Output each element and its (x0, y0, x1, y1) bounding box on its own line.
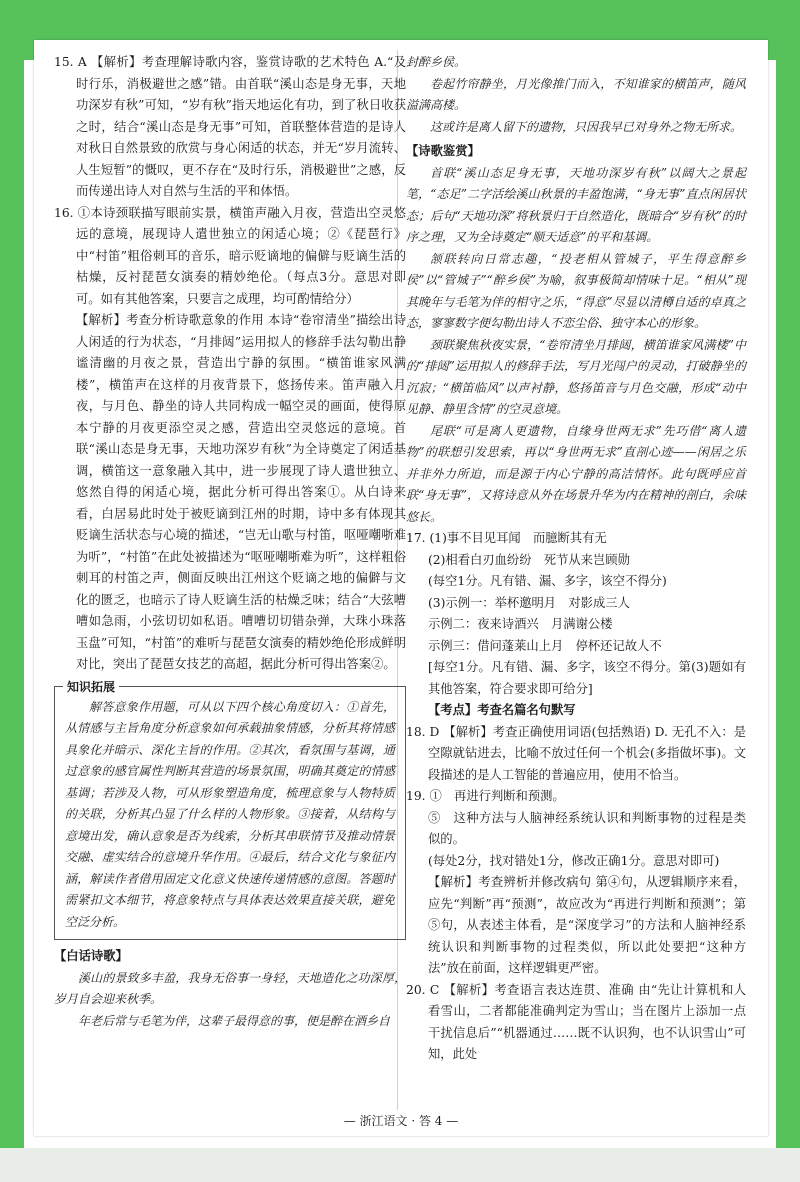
knowledge-extension-box (54, 679, 406, 941)
q18-answer: 18. D 【解析】考查正确使用词语(包括熟语) D. 无孔不入：是空隙就钻进去，比喻不放过任何一个机会(多指做坏事)。文段描述的是人工智能的普遍应用，使用不恰当。 (406, 724, 746, 782)
left-column (54, 52, 406, 1032)
q17-line-7: [每空1分。凡有错、漏、多字，该空不得分。第(3)题如有其他答案，符合要求即可给分] (428, 660, 746, 696)
q20-answer: 20. C 【解析】考查语言表达连贯、准确 由“先让计算机和人看雪山，二者都能准确判定为雪山；当在图片上添加一点干扰信息后”“机器通过……既不认识狗，也不认识雪山”可知，此处 (406, 982, 746, 1061)
q17-line-1: 17. (1)事不目见耳闻 而臆断其有无 (406, 531, 607, 545)
vernacular-poem-title: 【白话诗歌】 (54, 949, 128, 963)
q17-kaodian: 【考点】考查名篇名句默写 (428, 703, 576, 717)
q15-answer: 15. A 【解析】考查理解诗歌内容，鉴赏诗歌的艺术特色 A.“及时行乐，消极避世之感”错。由首联“溪山态是身无事，天地功深岁有秋”可知，“岁有秋”指天地运化有功，到了秋日收获之时，结合“溪山态是身无事”可知，首联整体营造的是诗人对秋日自然景致的欣赏与身心闲适的状态，并无“岁月流转、人生短暂”的慨叹，更不存在“及时行乐，消极避世”之感，反而传递出诗人对自然与生活的平和体悟。 (54, 55, 406, 198)
vernacular-para-3: 卷起竹帘静坐，月光像推门而入，不知谁家的横笛声，随风溢满高楼。 (406, 76, 746, 112)
q17-line-4: (3)示例一：举杯邀明月 对影成三人 (428, 595, 630, 610)
q17-line-3: (每空1分。凡有错、漏、多字，该空不得分) (428, 574, 667, 588)
right-green-border (776, 0, 800, 1182)
vernacular-para-2: 年老后常与毛笔为伴，这辈子最得意的事，便是醉在酒乡自 (78, 1013, 391, 1028)
knowledge-extension-title: 知识拓展 (63, 677, 119, 699)
appreciation-para-4: 尾联“可是离人更遗物，自缘身世两无求”先巧借“离人遗物”的联想引发思索，再以“身世两无求”直剖心迹——闲居之乐并非外力所迫，而是源于内心宁静的高洁情怀。此句既呼应首联“身无事”，又将诗意从外在场景升华为内在精神的剖白，余味悠长。 (406, 423, 746, 524)
q16-analysis: 【解析】考查分析诗歌意象的作用 本诗“卷帘清坐”描绘出诗人闲适的行为状态，“月排闼”运用拟人的修辞手法勾勒出静谧清幽的月夜之景，营造出宁静的氛围。“横笛谁家风满楼”，横笛声在这样的月夜背景下，悠扬传来。笛声融入月夜，与月色、静坐的诗人共同构成一幅空灵的画面，使得原本宁静的月夜更添空灵之感，营造出空灵悠远的意境。首联“溪山态是身无事，天地功深岁有秋”为全诗奠定了闲适基调，横笛这一意象融入其中，进一步展现了诗人遣世独立、悠然自得的闲适心境，据此分析可得出答案①。从白诗来看，白居易此时处于被贬谪到江州的时期，诗中多有体现其贬谪生活状态与心境的描述，“岂无山歌与村笛，呕哑嘲哳难为听”，“村笛”在此处被描述为“呕哑嘲哳难为听”，这样粗俗刺耳的村笛之声，侧面反映出江州这个贬谪之地的偏僻与文化的匮乏，也暗示了诗人贬谪生活的枯燥乏味；结合“大弦嘈嘈如急雨，小弦切切如私语。嘈嘈切切错杂弹，大珠小珠落玉盘”可知，“村笛”的难听与琵琶女演奏的精妙绝伦形成鲜明对比，突出了琵琶女技艺的高超，据此分析可得出答案②。 (76, 313, 406, 671)
left-green-border (0, 0, 24, 1182)
q17-line-6: 示例三：借问蓬莱山上月 停杯还记故人不 (428, 638, 662, 653)
page-footer: — 浙江语文 · 答 4 — (343, 1114, 459, 1128)
q19-analysis: 【解析】考查辨析并修改病句 第④句，从逻辑顺序来看，应先“判断”再“预测”，故应改为“再进行判断和预测”；第⑤句，从表述主体看，是“深度学习”的方法和人脑神经系统认识和判断事物的过程类似，所以此处要把“这种方法”放在前面，这样逻辑更严密。 (428, 875, 746, 975)
poem-appreciation-title: 【诗歌鉴赏】 (406, 144, 480, 158)
q17-line-5: 示例二：夜来诗酒兴 月满谢公楼 (428, 617, 613, 631)
vernacular-para-4: 这或许是离人留下的遗物，只因我早已对身外之物无所求。 (430, 119, 743, 134)
bottom-strip (0, 1148, 800, 1182)
right-column (406, 52, 746, 1066)
q19-line-1: 19. ① 再进行判断和预测。 (406, 789, 565, 803)
q16-answer: 16. ①本诗颈联描写眼前实景，横笛声融入月夜，营造出空灵悠远的意境，展现诗人遣世独立的闲适心境；②《琵琶行》中“村笛”粗俗刺耳的音乐，暗示贬谪地的偏僻与贬谪生活的枯燥，反衬琵琶女演奏的精妙绝伦。（每点3分。意思对即可。如有其他答案，只要言之成理，均可酌情给分） (54, 205, 406, 306)
vernacular-para-2-cont: 封醉乡侯。 (406, 55, 467, 69)
appreciation-para-1: 首联“溪山态足身无事，天地功深岁有秋”以阔大之景起笔，“态足”二字活绘溪山秋景的丰盈饱满，“身无事”直点闲居状态；后句“天地功深”将秋景归于自然造化，既暗合“岁有秋”的时序之理，又为全诗奠定“顺天适意”的平和基调。 (406, 165, 746, 244)
answer-page (34, 40, 768, 1136)
vernacular-para-1: 溪山的景致多丰盈，我身无俗事一身轻，天地造化之功深厚，岁月自会迎来秋季。 (54, 970, 406, 1006)
q19-line-2: ⑤ 这种方法与人脑神经系统认识和判断事物的过程是类似的。 (428, 810, 746, 846)
q19-line-3: (每处2分，找对错处1分，修改正确1分。意思对即可) (428, 853, 720, 868)
appreciation-para-3: 颈联聚焦秋夜实景，“卷帘清坐月排闼，横笛谁家风满楼”中的“排闼”运用拟人的修辞手法，写月光闯户的灵动，打破静坐的沉寂；“横笛临风”以声衬静，悠扬笛音与月色交融，形成“动中见静、静里含情”的空灵意境。 (406, 337, 746, 416)
q17-line-2: (2)相看白刃血纷纷 死节从来岂顾勋 (428, 552, 630, 567)
appreciation-para-2: 颔联转向日常志趣，“投老相从管城子，平生得意醉乡侯”以“管城子”“醉乡侯”为喻，叙事极简却情味十足。“相从”现其晚年与毛笔为伴的相守之乐，“得意”尽显以清樽自适的卓真之态，寥寥数字便勾勒出诗人不恋尘俗、独守本心的形象。 (406, 251, 746, 330)
knowledge-extension-text: 解答意象作用题，可从以下四个核心角度切入：①首先，从情感与主旨角度分析意象如何承载抽象情感，分析其将情感具象化并暗示、深化主旨的作用。②其次，看氛围与基调，通过意象的感官属性判断其营造的场景氛围，明确其奠定的情感基调；若涉及人物，可从形象塑造角度，梳理意象与人物特质的关联，分析其凸显了什么样的人物形象。③接着，从结构与意境出发，确认意象是否为线索，分析其串联情节及推动情景交融、虚实结合的意境升华作用。④最后，结合文化与象征内涵，解读作者借用固定文化意义快速传递情感的意图。答题时需紧扣文本细节，将意象特点与具体表达效果直接关联，避免空泛分析。 (65, 699, 395, 929)
